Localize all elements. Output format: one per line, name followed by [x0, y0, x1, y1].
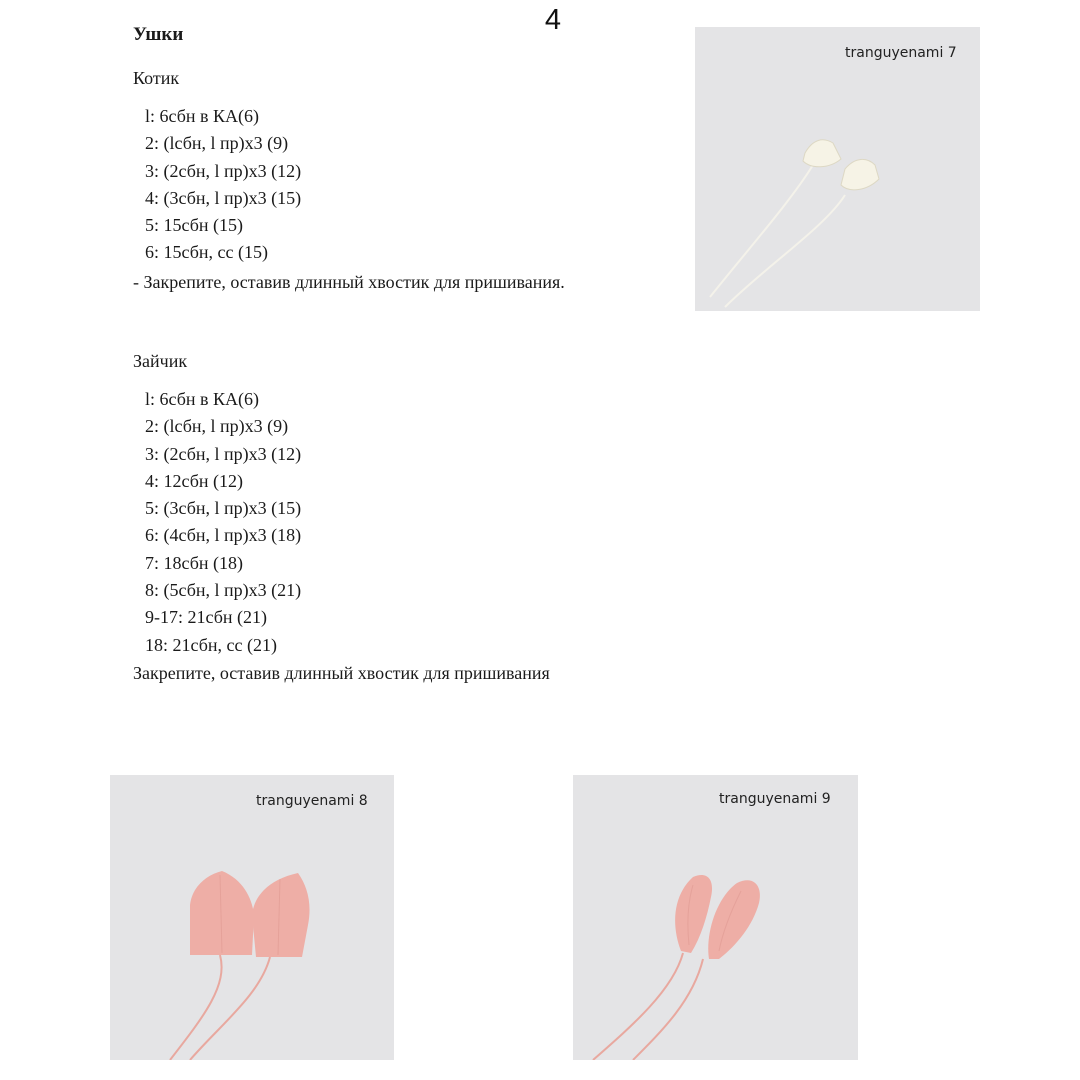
- cat-step-4: 4: (3сбн, l пр)x3 (15): [145, 187, 302, 208]
- cat-ears-cream-photo: [695, 27, 980, 311]
- bunny-ears-pink-illustration: [573, 775, 858, 1060]
- cat-section-title: Котик: [133, 68, 180, 88]
- photo-caption: tranguyenami 9: [719, 791, 831, 807]
- bunny-step-5: 5: (3сбн, l пр)x3 (15): [145, 498, 302, 519]
- bunny-step-9: 9-17: 21сбн (21): [145, 607, 267, 628]
- section-heading: Ушки: [133, 24, 184, 45]
- bunny-step-7: 7: 18сбн (18): [145, 552, 243, 573]
- bunny-ears-pink-photo: [573, 775, 858, 1060]
- bunny-note: Закрепите, оставив длинный хвостик для пришивания: [133, 663, 550, 683]
- cat-step-1: l: 6сбн в КА(6): [145, 106, 259, 126]
- page-number: 4: [544, 4, 562, 36]
- photo-caption: tranguyenami 7: [845, 45, 957, 61]
- bunny-step-1: l: 6сбн в КА(6): [145, 389, 259, 409]
- cat-ears-cream-illustration: [695, 27, 980, 311]
- bunny-step-2: 2: (lсбн, l пр)x3 (9): [145, 416, 289, 437]
- cat-ears-pink-photo: [110, 775, 394, 1060]
- cat-step-2: 2: (lсбн, l пр)x3 (9): [145, 133, 289, 154]
- cat-steps-list: [145, 103, 301, 267]
- cat-ears-pink-illustration: [110, 775, 394, 1060]
- bunny-step-3: 3: (2сбн, l пр)x3 (12): [145, 443, 302, 464]
- cat-step-6: 6: 15сбн, сс (15): [145, 242, 268, 263]
- bunny-step-6: 6: (4сбн, l пр)x3 (18): [145, 525, 302, 546]
- cat-step-5: 5: 15сбн (15): [145, 215, 243, 236]
- bunny-section-title: Зайчик: [133, 351, 188, 371]
- bunny-step-4: 4: 12сбн (12): [145, 470, 243, 491]
- bunny-steps-list: [145, 386, 301, 659]
- cat-note: - Закрепите, оставив длинный хвостик для пришивания.: [133, 272, 565, 292]
- photo-caption: tranguyenami 8: [256, 793, 368, 809]
- bunny-step-10: 18: 21сбн, сс (21): [145, 634, 277, 655]
- cat-step-3: 3: (2сбн, l пр)x3 (12): [145, 160, 302, 181]
- bunny-step-8: 8: (5сбн, l пр)x3 (21): [145, 580, 302, 601]
